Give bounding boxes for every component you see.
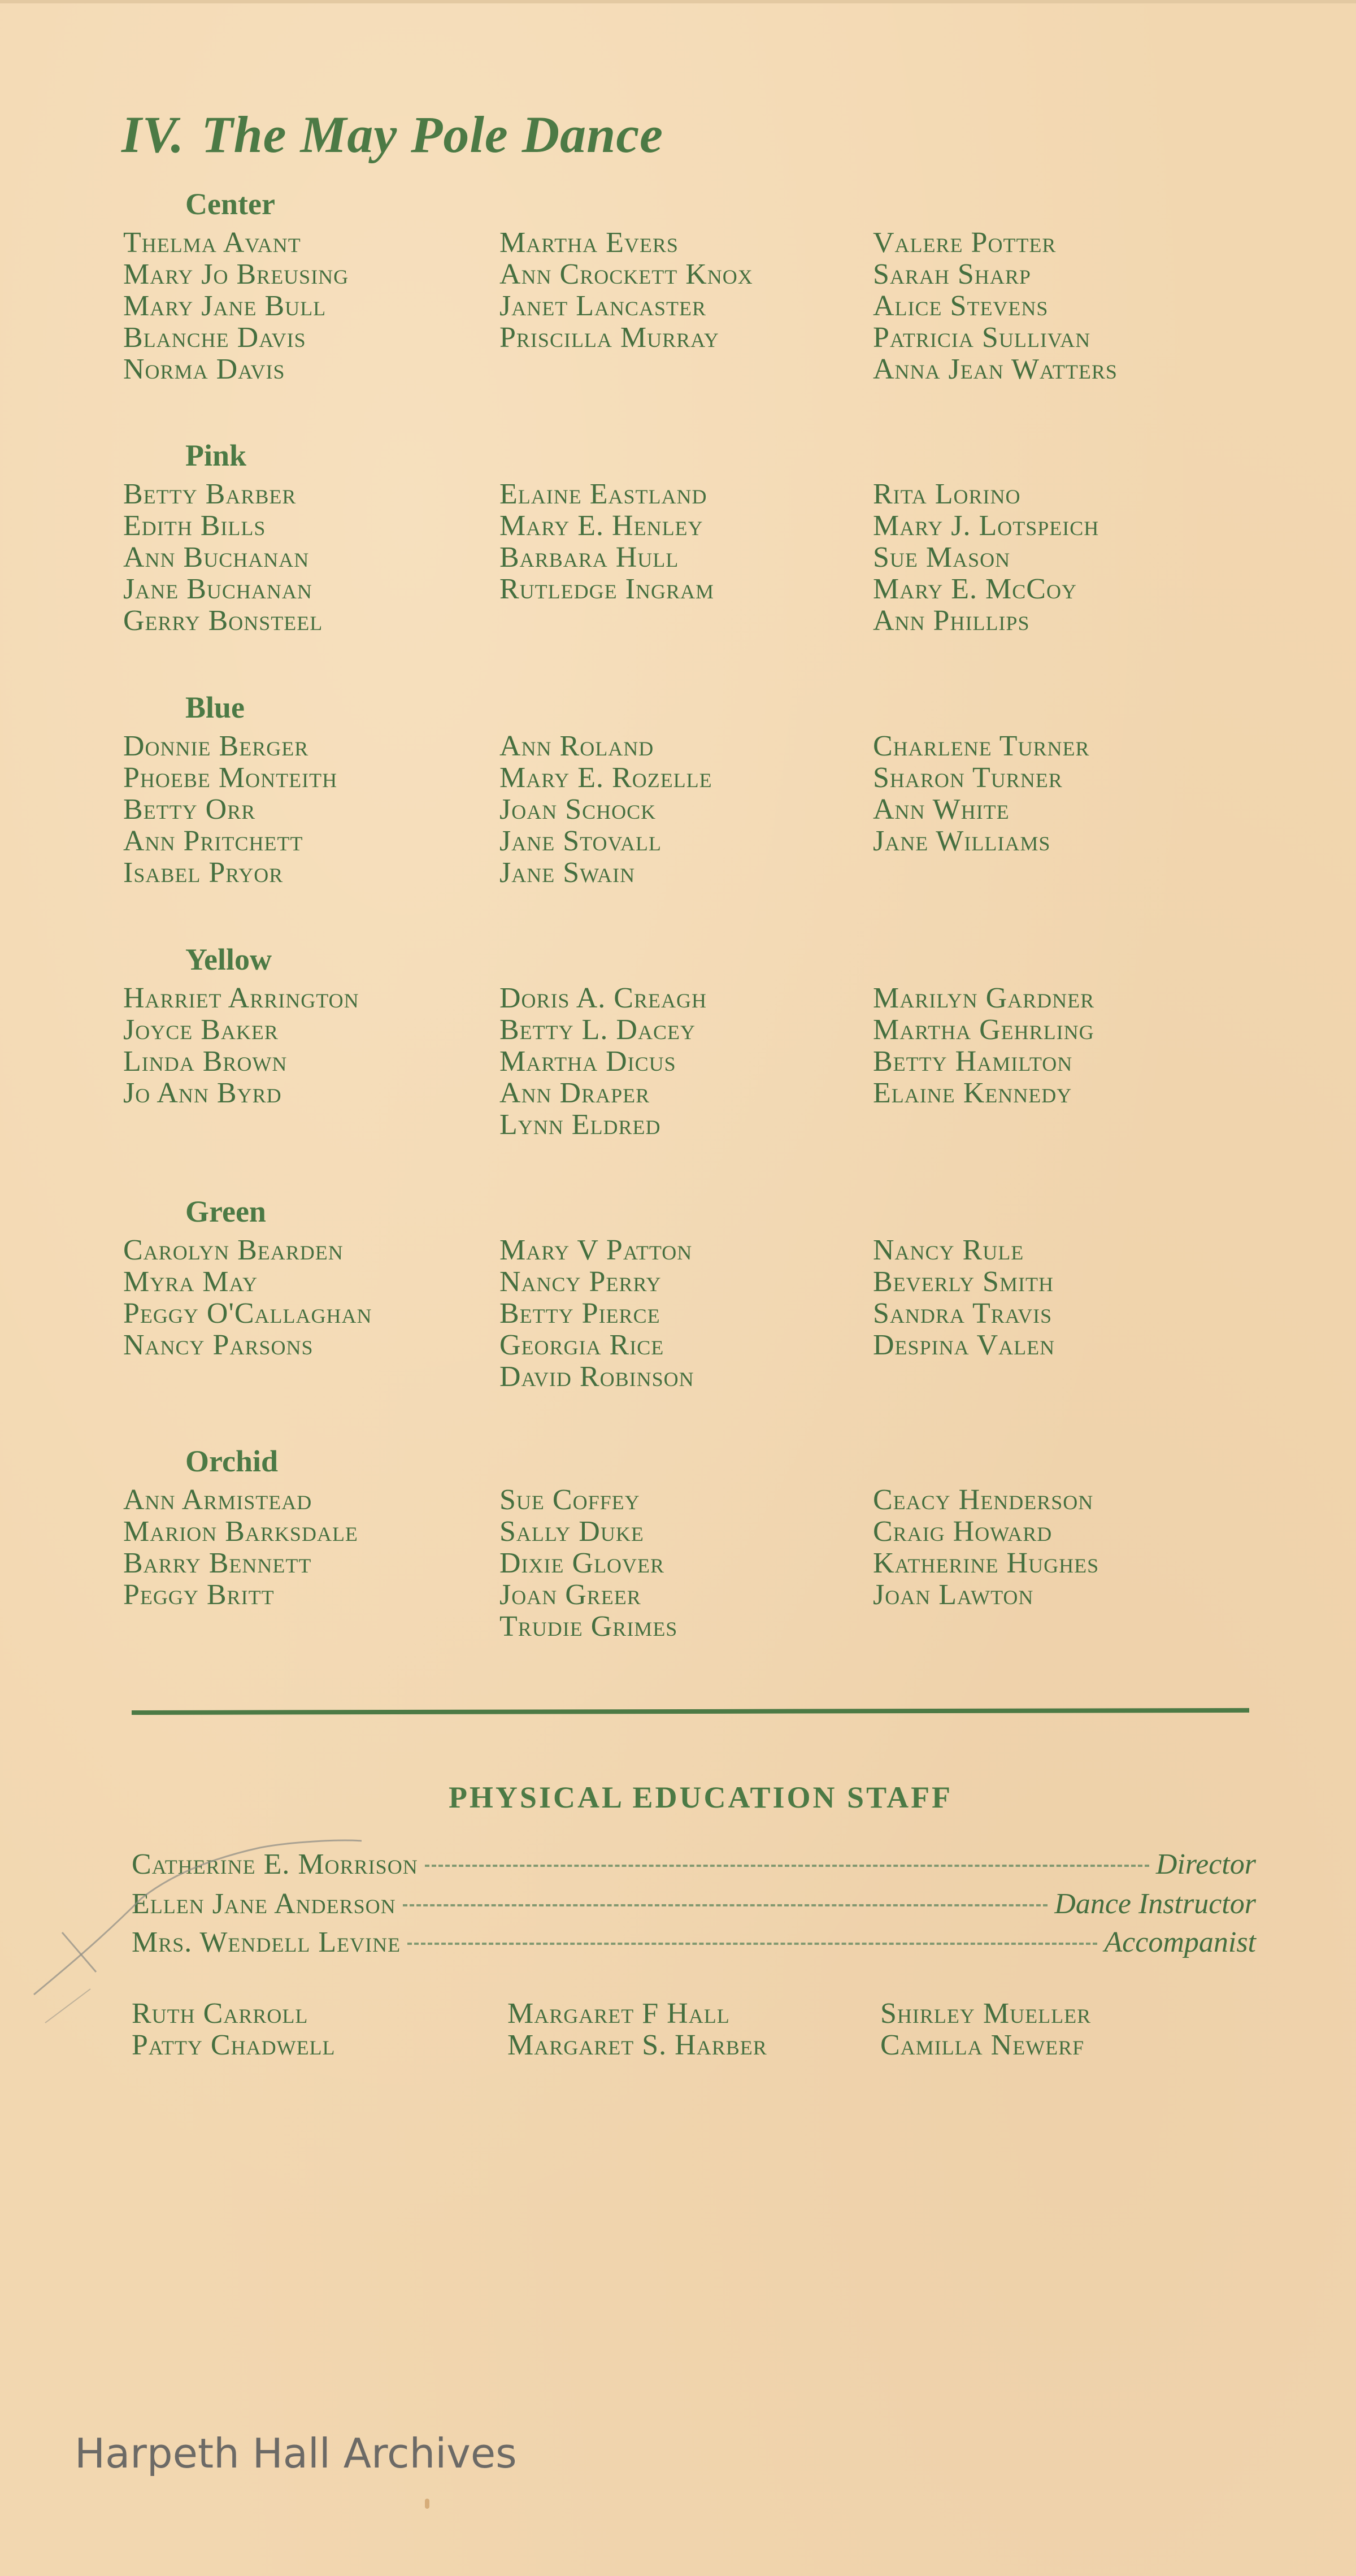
- page-top-edge: [0, 0, 1356, 3]
- staff-member-name: Patty Chadwell: [132, 2029, 336, 2061]
- dancer-name: Joan Greer: [499, 1579, 641, 1611]
- dancer-name: Betty Barber: [123, 478, 297, 510]
- dancer-name: Jane Swain: [499, 857, 636, 889]
- dancer-name: Myra May: [123, 1266, 258, 1298]
- dancer-name: Jane Buchanan: [123, 573, 312, 605]
- dancer-name: Elaine Eastland: [499, 478, 707, 510]
- title-text: The May Pole Dance: [201, 106, 664, 163]
- dancer-name: Trudie Grimes: [499, 1610, 678, 1643]
- group-heading-orchid: Orchid: [185, 1444, 279, 1478]
- dancer-name: Katherine Hughes: [873, 1547, 1099, 1579]
- dancer-name: Sandra Travis: [873, 1297, 1053, 1330]
- dancer-name: Carolyn Bearden: [123, 1234, 344, 1266]
- dancer-name: Ann Armistead: [123, 1484, 312, 1516]
- dancer-name: Betty Hamilton: [873, 1045, 1073, 1078]
- dancer-name: Harriet Arrington: [123, 982, 359, 1014]
- group-center-column-3: [873, 227, 1246, 385]
- dancer-name: Nancy Parsons: [123, 1329, 314, 1361]
- dancer-name: Mary V Patton: [499, 1234, 693, 1266]
- dancer-name: Jane Williams: [873, 825, 1051, 857]
- dancer-name: Craig Howard: [873, 1515, 1053, 1548]
- dancer-name: Nancy Perry: [499, 1266, 662, 1298]
- dancer-name: Doris A. Creagh: [499, 982, 707, 1014]
- group-orchid-column-3: [873, 1484, 1246, 1611]
- dancer-name: Joan Lawton: [873, 1579, 1034, 1611]
- staff-role-title: Accompanist: [1104, 1926, 1256, 1958]
- program-title: [121, 105, 663, 164]
- dancer-name: Rutledge Ingram: [499, 573, 714, 605]
- dancer-name: Mary J. Lotspeich: [873, 510, 1099, 542]
- dancer-name: Elaine Kennedy: [873, 1077, 1072, 1109]
- dancer-name: Sue Mason: [873, 541, 1011, 574]
- group-pink-column-3: [873, 479, 1246, 637]
- leader-dashes: [407, 1943, 1097, 1945]
- dancer-name: Patricia Sullivan: [873, 322, 1091, 354]
- dancer-name: Martha Dicus: [499, 1045, 676, 1078]
- dancer-name: Jo Ann Byrd: [123, 1077, 282, 1109]
- group-yellow-column-3: [873, 983, 1246, 1109]
- staff-name: Catherine E. Morrison: [132, 1848, 418, 1880]
- group-blue-column-2: [499, 731, 872, 889]
- dancer-name: Mary Jane Bull: [123, 290, 327, 322]
- dancer-name: Ann Roland: [499, 730, 654, 762]
- dancer-name: Ann Buchanan: [123, 541, 310, 574]
- group-pink-column-2: [499, 479, 872, 605]
- pencil-check-mark: [23, 1836, 384, 2051]
- staff-name: Mrs. Wendell Levine: [132, 1926, 401, 1958]
- dancer-name: Martha Gehrling: [873, 1014, 1094, 1046]
- group-pink-column-1: [123, 479, 496, 637]
- dancer-name: Georgia Rice: [499, 1329, 664, 1361]
- dancer-name: Nancy Rule: [873, 1234, 1024, 1266]
- staff-name: Ellen Jane Anderson: [132, 1888, 396, 1920]
- group-center-column-2: [499, 227, 872, 354]
- staff-member-name: Shirley Mueller: [880, 1997, 1092, 2030]
- dancer-name: Joyce Baker: [123, 1014, 279, 1046]
- staff-role-title: Dance Instructor: [1054, 1888, 1256, 1920]
- dancer-name: Norma Davis: [123, 353, 285, 385]
- group-heading-center: Center: [185, 187, 275, 221]
- dancer-name: Priscilla Murray: [499, 322, 719, 354]
- dancer-name: Peggy O'Callaghan: [123, 1297, 372, 1330]
- dancer-name: Ann White: [873, 793, 1010, 826]
- dancer-name: Mary E. McCoy: [873, 573, 1077, 605]
- dancer-name: Mary E. Henley: [499, 510, 703, 542]
- dancer-name: Charlene Turner: [873, 730, 1090, 762]
- dancer-name: Sally Duke: [499, 1515, 644, 1548]
- group-heading-pink: Pink: [185, 438, 247, 472]
- dancer-name: Isabel Pryor: [123, 857, 284, 889]
- group-yellow-column-2: [499, 983, 872, 1141]
- dancer-name: Anna Jean Watters: [873, 353, 1118, 385]
- dancer-name: Linda Brown: [123, 1045, 288, 1078]
- group-green-column-2: [499, 1235, 872, 1393]
- dancer-name: Sue Coffey: [499, 1484, 640, 1516]
- staff-member-name: Ruth Carroll: [132, 1997, 308, 2030]
- staff-member-name: Margaret S. Harber: [507, 2029, 767, 2061]
- group-orchid-column-2: [499, 1484, 872, 1643]
- dancer-name: Marion Barksdale: [123, 1515, 358, 1548]
- group-heading-green: Green: [185, 1194, 266, 1228]
- dancer-name: Jane Stovall: [499, 825, 662, 857]
- group-blue-column-3: [873, 731, 1246, 857]
- dancer-name: Dixie Glover: [499, 1547, 665, 1579]
- dancer-name: Beverly Smith: [873, 1266, 1054, 1298]
- dancer-name: Ann Phillips: [873, 605, 1030, 637]
- dancer-name: Betty Orr: [123, 793, 256, 826]
- dancer-name: Betty L. Dacey: [499, 1014, 696, 1046]
- dancer-name: Mary E. Rozelle: [499, 762, 712, 794]
- dancer-name: Martha Evers: [499, 227, 679, 259]
- staff-members-column-3: [880, 1998, 1253, 2061]
- dancer-name: Janet Lancaster: [499, 290, 706, 322]
- dancer-name: Barbara Hull: [499, 541, 679, 574]
- dancer-name: Betty Pierce: [499, 1297, 660, 1330]
- dancer-name: Thelma Avant: [123, 227, 301, 259]
- leader-dashes: [425, 1865, 1149, 1867]
- dancer-name: Sarah Sharp: [873, 258, 1031, 290]
- dancer-name: Edith Bills: [123, 510, 266, 542]
- dancer-name: Gerry Bonsteel: [123, 605, 323, 637]
- group-heading-yellow: Yellow: [185, 942, 272, 976]
- group-center-column-1: [123, 227, 496, 385]
- dancer-name: Peggy Britt: [123, 1579, 275, 1611]
- title-numeral: IV.: [121, 106, 185, 163]
- dancer-name: Ann Pritchett: [123, 825, 303, 857]
- dancer-name: Joan Schock: [499, 793, 657, 826]
- staff-member-name: Camilla Newerf: [880, 2029, 1085, 2061]
- staff-member-name: Margaret F Hall: [507, 1997, 730, 2030]
- group-heading-blue: Blue: [185, 690, 245, 724]
- staff-members-column-2: [507, 1998, 880, 2061]
- dancer-name: Valere Potter: [873, 227, 1057, 259]
- dancer-name: Phoebe Monteith: [123, 762, 338, 794]
- dancer-name: Ceacy Henderson: [873, 1484, 1094, 1516]
- dancer-name: David Robinson: [499, 1361, 694, 1393]
- archive-watermark-label: Harpeth Hall Archives: [75, 2430, 517, 2477]
- group-green-column-3: [873, 1235, 1246, 1361]
- dancer-name: Lynn Eldred: [499, 1109, 661, 1141]
- dancer-name: Donnie Berger: [123, 730, 309, 762]
- dancer-name: Sharon Turner: [873, 762, 1063, 794]
- group-blue-column-1: [123, 731, 496, 889]
- dancer-name: Despina Valen: [873, 1329, 1055, 1361]
- dancer-name: Ann Crockett Knox: [499, 258, 753, 290]
- dancer-name: Marilyn Gardner: [873, 982, 1095, 1014]
- group-green-column-1: [123, 1235, 496, 1361]
- dancer-name: Alice Stevens: [873, 290, 1049, 322]
- leader-dashes: [403, 1904, 1048, 1906]
- group-yellow-column-1: [123, 983, 496, 1109]
- dancer-name: Barry Bennett: [123, 1547, 312, 1579]
- dancer-name: Blanche Davis: [123, 322, 306, 354]
- dancer-name: Mary Jo Breusing: [123, 258, 349, 290]
- staff-role-title: Director: [1155, 1848, 1256, 1880]
- group-orchid-column-1: [123, 1484, 496, 1611]
- dancer-name: Ann Draper: [499, 1077, 650, 1109]
- dancer-name: Rita Lorino: [873, 478, 1021, 510]
- staff-heading: PHYSICAL EDUCATION STAFF: [448, 1780, 953, 1814]
- paper-speck: [425, 2499, 429, 2509]
